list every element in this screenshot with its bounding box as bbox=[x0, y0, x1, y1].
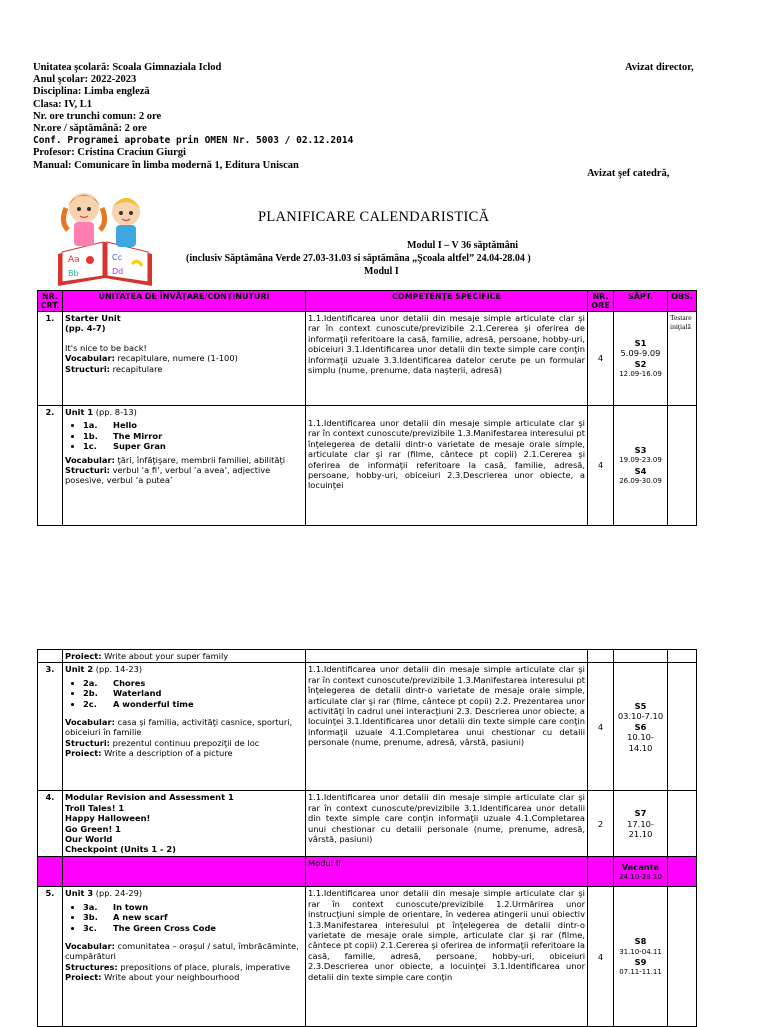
competences-cell: 1.1.Identificarea unor detalii din mesaje simple articulate clar şi rar în context cunoscute/previzibile 1.3.Manifestarea interesului pt înţelegerea de detalii dintr-o varietate de mesaje orale simple, articulate clar şi rar (filme, cântece pt copii) 2.1.Cererea şi oferirea de informaţii referitoare la casă, familie, adresă, persoane, hobby-uri, obiceiuri 2.3.Descrierea unor obiecte, a locuinţei bbox=[306, 406, 588, 526]
row-number: 1. bbox=[38, 312, 63, 406]
list-item: • 2a. Chores bbox=[83, 678, 303, 688]
table-row bbox=[38, 887, 697, 1027]
project-line: Proiect: Write about your super family bbox=[63, 650, 306, 663]
subtitle-module-1: Modul I bbox=[364, 266, 399, 277]
competences-cell: 1.1.Identificarea unor detalii din mesaje simple articulate clar şi rar în context cunoscute/previzibile 1.3.Manifestarea interesului pt înţelegerea de detalii dintr-o varietate de mesaje orale simple, articulate clar şi rar (filme, cântece pt copii) 2.2. Prezentarea unor activităţi în cadrul unei interacţiuni 2.3. Descrierea unor obiecte, a locuinţei 3.1.Identificarea unor detalii din texte simple care conţin informaţii uzuale 4.1.Completarea unui chestionar cu detalii personale (nume, prenume, adresă, vârstă, pasiuni) bbox=[306, 663, 588, 791]
lesson-list bbox=[83, 902, 303, 933]
planning-table-part-1 bbox=[37, 290, 697, 526]
col-header-unit: UNITATEA DE ÎNVĂŢARE/CONŢINUTURI bbox=[63, 291, 306, 312]
svg-text:Bb: Bb bbox=[68, 269, 79, 278]
hours-cell: 4 bbox=[588, 406, 614, 526]
module-label: Modul II bbox=[306, 857, 588, 887]
lesson-list bbox=[83, 420, 303, 451]
week-cell: S3 19.09-23.09 S4 26.09-30.09 bbox=[614, 406, 668, 526]
unit-pages: (pp. 4-7) bbox=[65, 323, 106, 334]
competences-cell: 1.1.Identificarea unor detalii din mesaje simple articulate clar şi rar în context cunoscute/previzibile 1.2.Urmărirea unor instrucţiuni simple de orientare, în vederea atingerii unui obiectiv 1.3.Manifestarea interesului pt înţelegerea de detalii dintr-o varietate de mesaje orale simple, articulate clar şi rar (filme, cântece pt copii) 2.1.Cererea şi oferirea de informaţii referitoare la casă, familie, adresă, persoane, hobby-uri, obiceiuri 2.3.Descrierea unor obiecte, a locuinţei 3.1.Identificarea unor detalii din texte simple care conţin bbox=[306, 887, 588, 1027]
row-number: 3. bbox=[38, 663, 63, 791]
unit-cell bbox=[63, 406, 306, 526]
project-line: Proiect: Write about your neighbourhood bbox=[65, 972, 240, 983]
project-line: Proiect: Write a description of a picture bbox=[65, 748, 233, 759]
hours-cell: 2 bbox=[588, 791, 614, 857]
competences-cell: 1.1.Identificarea unor detalii din mesaje simple articulate clar şi rar în context cunoscute/previzibile 3.1.Identificarea unor detalii din texte simple care conţin informaţii uzuale 4.1.Completarea unui chestionar cu detalii personale (nume, prenume, adresă, vârstă, pasiuni) bbox=[306, 791, 588, 857]
col-header-week: SĂPT. bbox=[614, 291, 668, 312]
avizat-director: Avizat director, bbox=[625, 62, 694, 73]
competences-cell: 1.1.Identificarea unor detalii din mesaje simple articulate clar şi rar în context cunoscute/previzibile 2.1.Cererea şi oferirea de informaţii referitoare la casă, familie, adresă, persoane, hobby-uri, obiceiuri 3.1.Identificarea unor detalii din texte simple care conţin informaţii uzuale 3.3.Identificarea datelor cerute pe un formular simplu (nume, prenume, data naşterii, adresă) bbox=[306, 312, 588, 406]
row-number: 2. bbox=[38, 406, 63, 526]
unit-pages: (pp. 24-29) bbox=[93, 888, 143, 899]
unit-cell bbox=[63, 887, 306, 1027]
list-item: • 2b. Waterland bbox=[83, 688, 303, 698]
week-cell: S1 5.09-9.09 S2 12.09-16.09 bbox=[614, 312, 668, 406]
struct-line: Structures: prepositions of place, plurals, imperative bbox=[65, 961, 291, 972]
list-item: • 3c. The Green Cross Code bbox=[83, 923, 303, 933]
col-header-competences: COMPETENŢE SPECIFICE bbox=[306, 291, 588, 312]
table-row bbox=[38, 791, 697, 857]
hours-cell: 4 bbox=[588, 887, 614, 1027]
header-year: Anul şcolar: 2022-2023 bbox=[33, 74, 137, 86]
obs-cell: Testare iniţială bbox=[668, 312, 697, 406]
list-item: • 1b. The Mirror bbox=[83, 431, 303, 441]
unit-title: Unit 1 bbox=[65, 407, 94, 417]
list-item: • 1c. Super Gran bbox=[83, 441, 303, 451]
avizat-sef-catedra: Avizat şef catedră, bbox=[587, 168, 670, 179]
week-cell: S8 31.10-04.11 S9 07.11-11.11 bbox=[614, 887, 668, 1027]
col-header-hours: NR. ORE bbox=[588, 291, 614, 312]
header-class: Clasa: IV, L1 bbox=[33, 98, 93, 110]
struct-line: Structuri: verbul ‘a fi’, verbul ‘a avea’, adjective posesive, verbul ‘a putea’ bbox=[65, 465, 271, 486]
struct-line: Structuri: recapitulare bbox=[65, 363, 163, 374]
page-title: PLANIFICARE CALENDARISTICĂ bbox=[258, 209, 490, 225]
vacation-cell: Vacanta 24.10-28.10 bbox=[614, 857, 668, 887]
header-teacher: Profesor: Cristina Craciun Giurgi bbox=[33, 147, 186, 159]
unit-title: Unit 2 bbox=[65, 664, 94, 675]
header-school: Unitatea şcolară: Scoala Gimnaziala Iclod bbox=[33, 62, 222, 73]
header-manual: Manual: Comunicare în limba modernă 1, Editura Uniscan bbox=[33, 159, 299, 171]
table-row bbox=[38, 406, 697, 526]
table-header-row bbox=[38, 291, 697, 312]
header-discipline: Disciplina: Limba engleză bbox=[33, 86, 150, 98]
list-item: • 2c. A wonderful time bbox=[83, 699, 303, 709]
week-cell: S7 17.10-21.10 bbox=[614, 791, 668, 857]
header-block bbox=[33, 62, 733, 172]
svg-text:Dd: Dd bbox=[112, 267, 124, 276]
unit-cell bbox=[63, 663, 306, 791]
week-cell: S5 03.10-7.10 S6 10.10-14.10 bbox=[614, 663, 668, 791]
subtitle-modules: Modul I – V 36 săptămâni bbox=[407, 240, 519, 251]
unit-pages: (pp. 8-13) bbox=[93, 407, 137, 417]
list-item: • 1a. Hello bbox=[83, 420, 303, 430]
unit-title: Unit 3 bbox=[65, 888, 94, 899]
obs-cell bbox=[668, 406, 697, 526]
col-header-obs: OBS. bbox=[668, 291, 697, 312]
unit-text: It's nice to be back! bbox=[65, 342, 147, 353]
list-item: • 3b. A new scarf bbox=[83, 912, 303, 922]
unit-cell bbox=[63, 312, 306, 406]
obs-cell bbox=[668, 887, 697, 1027]
row-number: 4. bbox=[38, 791, 63, 857]
lesson-list bbox=[83, 678, 303, 709]
row-number: 5. bbox=[38, 887, 63, 1027]
vocab-line: Vocabular: comunitatea – oraşul / satul, îmbrăcăminte, cumpărături bbox=[65, 941, 299, 962]
table-row bbox=[38, 312, 697, 406]
children-reading-book-image bbox=[50, 182, 160, 290]
col-header-nr: NR. CRT. bbox=[38, 291, 63, 312]
unit-pages: (pp. 14-23) bbox=[93, 664, 143, 675]
svg-text:Aa: Aa bbox=[68, 255, 80, 265]
table-row bbox=[38, 650, 697, 663]
obs-cell bbox=[668, 663, 697, 791]
subtitle-including: (inclusiv Săptămâna Verde 27.03-31.03 si săptămâna „Şcoala altfel” 24.04-28.04 ) bbox=[186, 253, 531, 264]
vocab-line: Vocabular: recapitulare, numere (1-100) bbox=[65, 353, 238, 364]
vacation-row bbox=[38, 857, 697, 887]
list-item: • 3a. In town bbox=[83, 902, 303, 912]
struct-line: Structuri: prezentul continuu prepoziţii de loc bbox=[65, 737, 260, 748]
table-row bbox=[38, 663, 697, 791]
hours-cell: 4 bbox=[588, 663, 614, 791]
vocab-line: Vocabular: casa şi familia, activităţi casnice, sporturi, obiceiuri în familie bbox=[65, 717, 293, 738]
header-hours-week: Nr.ore / săptămână: 2 ore bbox=[33, 123, 147, 135]
vocab-line: Vocabular: ţări, înfăţişare, membrii familiei, abilităţi bbox=[65, 454, 286, 465]
header-hours-common: Nr. ore trunchi comun: 2 ore bbox=[33, 110, 162, 122]
svg-text:Cc: Cc bbox=[112, 253, 122, 262]
planning-table-part-2 bbox=[37, 649, 697, 1027]
hours-cell: 4 bbox=[588, 312, 614, 406]
header-conf: Conf. Programei aprobate prin OMEN Nr. 5003 / 02.12.2014 bbox=[33, 135, 354, 147]
unit-cell: Modular Revision and Assessment 1 Troll Tales! 1 Happy Halloween! Go Green! 1 Our World Checkpoint (Units 1 - 2) bbox=[63, 791, 306, 857]
unit-title: Starter Unit bbox=[65, 313, 121, 323]
obs-cell bbox=[668, 791, 697, 857]
